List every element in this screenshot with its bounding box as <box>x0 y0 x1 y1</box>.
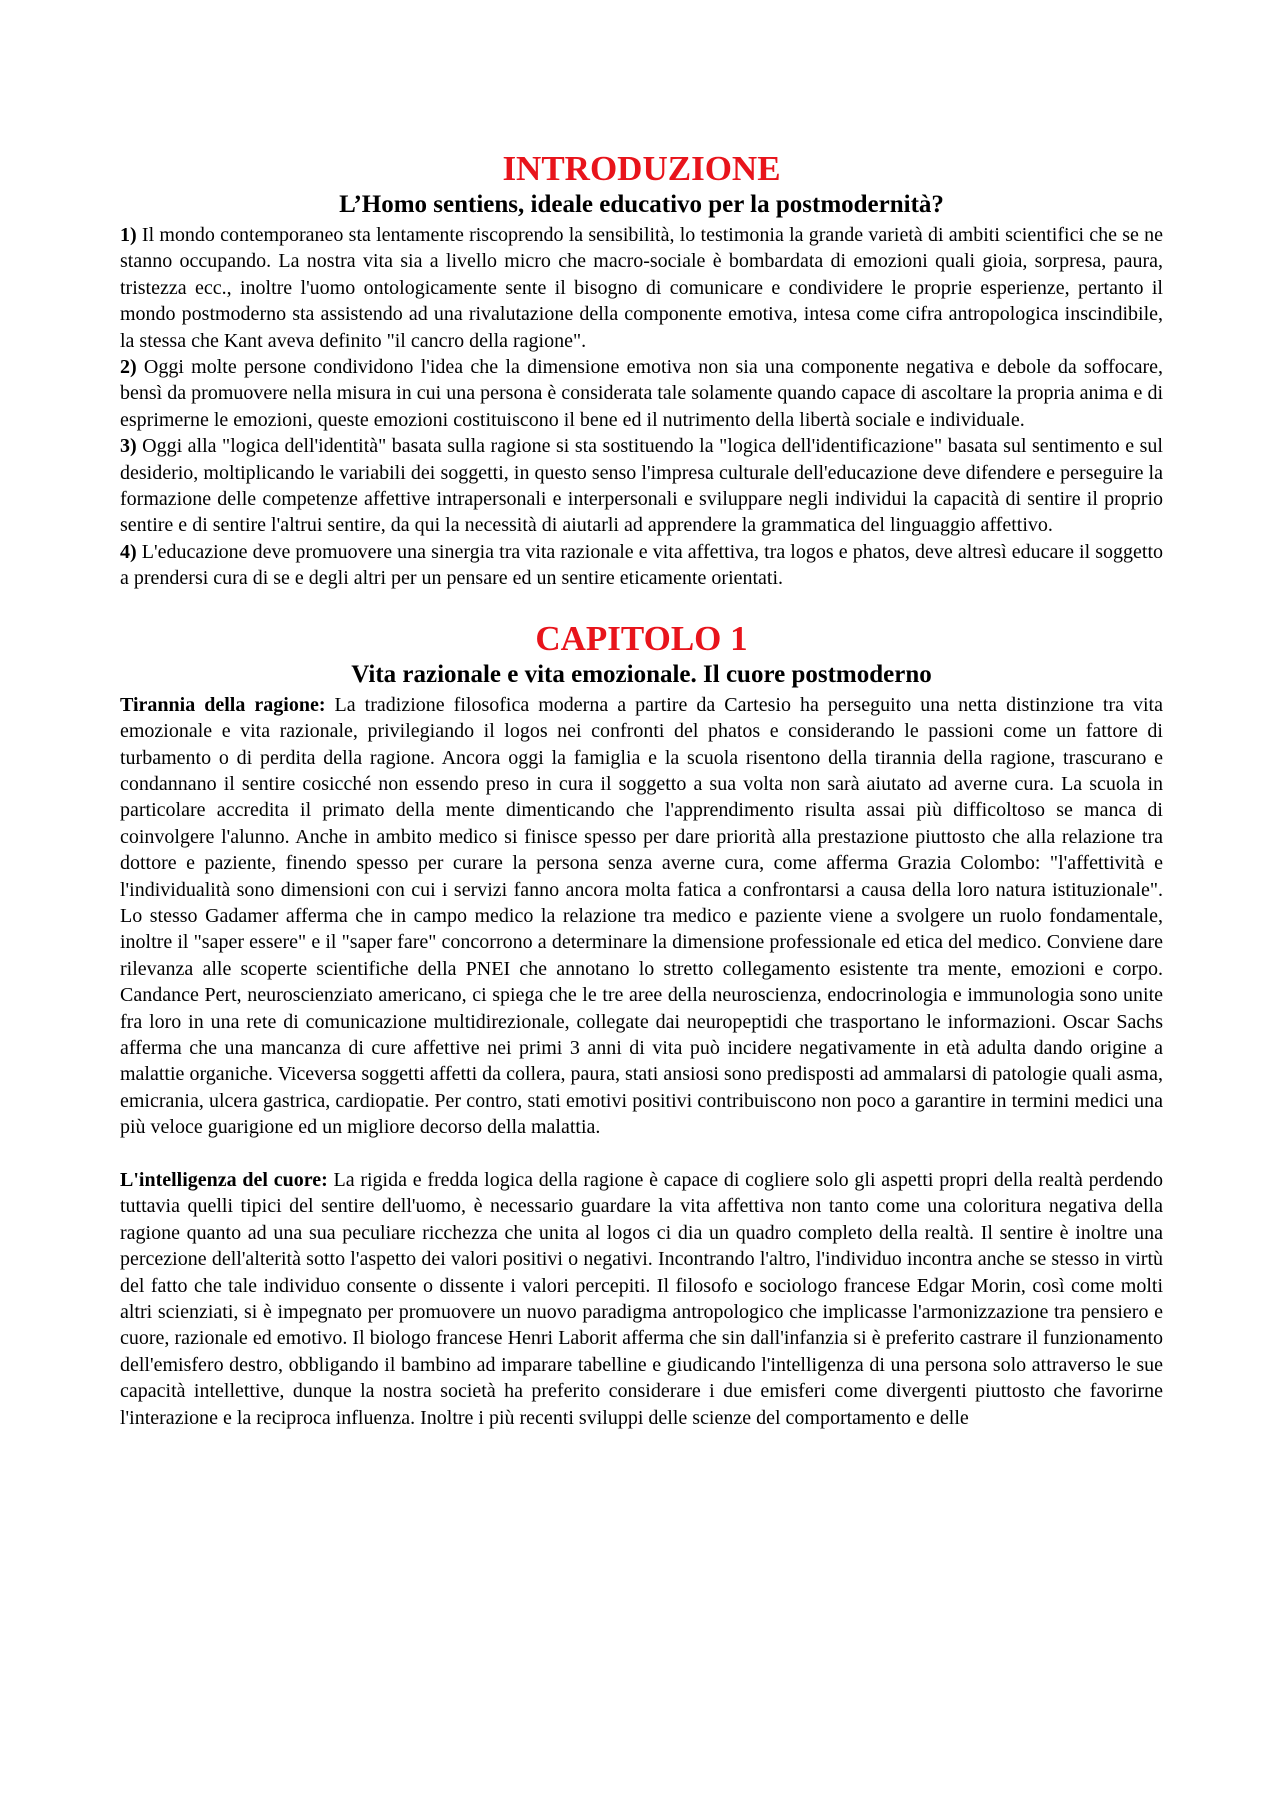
paragraph-number: 3) <box>120 435 137 458</box>
chapter-subheading: Vita razionale e vita emozionale. Il cuore postmoderno <box>351 660 932 688</box>
intro-paragraph-1 <box>120 222 1163 354</box>
chapter-paragraph-1 <box>120 692 1163 1141</box>
intro-heading: INTRODUZIONE <box>502 149 781 188</box>
paragraph-number: 4) <box>120 540 137 563</box>
paragraph-text: La tradizione filosofica moderna a partire da Cartesio ha perseguito una netta distinzione tra vita emozionale e vita razionale, privilegiando il logos nei confronti del phatos e considerando le passioni come un fattore di turbamento o di perdita della ragione. Ancora oggi la famiglia e la scuola risentono della tirannia della ragione, trascurano e condannano il sentire cosicché non essendo preso in cura il soggetto a sua volta non sarà aiutato ad averne cura. La scuola in particolare accredita il primato della mente dimenticando che l'apprendimento risulta assai più difficoltoso se manca di coinvolgere l'alunno. Anche in ambito medico si finisce spesso per dare priorità alla prestazione piuttosto che alla relazione tra dottore e paziente, finendo spesso per curare la persona senza averne cura, come afferma Grazia Colombo: "l'affettività e l'individualità sono dimensioni con cui i servizi fanno ancora molta fatica a confrontarsi a causa della loro natura istituzionale". Lo stesso Gadamer afferma che in campo medico la relazione tra medico e paziente viene a svolgere un ruolo fondamentale, inoltre il "saper essere" e il "saper fare" concorrono a determinare la dimensione professionale ed etica del medico. Conviene dare rilevanza alle scoperte scientifiche della PNEI che annotano lo stretto collegamento esistente tra mente, emozioni e corpo. Candance Pert, neuroscienziato americano, ci spiega che le tre aree della neuroscienza, endocrinologia e immunologia sono unite fra loro in una rete di comunicazione multidirezionale, collegate dai neuropeptidi che trasportano le informazioni. Oscar Sachs afferma che una mancanza di cure affettive nei primi 3 anni di vita può incidere negativamente in età adulta dando origine a malattie organiche. Viceversa soggetti affetti da collera, paura, stati ansiosi sono predisposti ad ammalarsi di patologie quali asma, emicrania, ulcera gastrica, cardiopatie. Per contro, stati emotivi positivi contribuiscono non poco a garantire in termini medici una più veloce guarigione ed un migliore decorso della malattia. <box>120 693 1163 1139</box>
intro-paragraph-2 <box>120 354 1163 433</box>
paragraph-text: L'educazione deve promuovere una sinergia tra vita razionale e vita affettiva, tra logos e phatos, deve altresì educare il soggetto a prendersi cura di se e degli altri per un pensare ed un sentire eticamente orientati. <box>120 540 1163 590</box>
paragraph-text: La rigida e fredda logica della ragione è capace di cogliere solo gli aspetti propri della realtà perdendo tuttavia quelli tipici del sentire dell'uomo, è necessario guardare la vita affettiva non tanto come una coloritura negativa della ragione quanto ad una sua peculiare ricchezza che unita al logos ci dia un quadro completo della realtà. Il sentire è inoltre una percezione dell'alterità sotto l'aspetto dei valori positivi o negativi. Incontrando l'altro, l'individuo incontra anche se stesso in virtù del fatto che tale individuo consente o dissente i valori percepiti. Il filosofo e sociologo francese Edgar Morin, così come molti altri scienziati, si è impegnato per promuovere un nuovo paradigma antropologico che implicasse l'armonizzazione tra pensiero e cuore, razionale ed emotivo. Il biologo francese Henri Laborit afferma che sin dall'infanzia si è preferito castrare il funzionamento dell'emisfero destro, obbligando il bambino ad imparare tabelline e giudicando l'intelligenza di una persona solo attraverso le sue capacità intellettive, dunque la nostra società ha preferito considerare i due emisferi come divergenti piuttosto che favorirne l'interazione e la reciproca influenza. Inoltre i più recenti sviluppi delle scienze del comportamento e delle <box>120 1168 1163 1429</box>
section-spacer <box>120 592 1163 618</box>
paragraph-number: 1) <box>120 224 137 246</box>
paragraph-spacer <box>120 1141 1163 1167</box>
paragraph-text: Oggi molte persone condividono l'idea che la dimensione emotiva non sia una componente negativa e debole da soffocare, bensì da promuovere nella misura in cui una persona è considerata tale solamente quando capace di ascoltare la propria anima e di esprimerne le emozioni, queste emozioni costituiscono il bene ed il nutrimento della libertà sociale e individuale. <box>120 356 1163 431</box>
chapter-paragraph-2 <box>120 1167 1163 1431</box>
paragraph-text: Il mondo contemporaneo sta lentamente riscoprendo la sensibilità, lo testimonia la grande varietà di ambiti scientifici che se ne stanno occupando. La nostra vita sia a livello micro che macro-sociale è bombardata di emozioni quali gioia, sorpresa, paura, tristezza ecc., inoltre l'uomo ontologicamente sente il bisogno di comunicare e condividere le proprie esperienze, pertanto il mondo postmoderno sta assistendo ad una rivalutazione della componente emotiva, intesa come cifra antropologica inscindibile, la stessa che Kant aveva definito "il cancro della ragione". <box>120 224 1163 352</box>
paragraph-text: Oggi alla "logica dell'identità" basata sulla ragione si sta sostituendo la "logica dell'identificazione" basata sul sentimento e sul desiderio, moltiplicando le variabili dei soggetti, in questo senso l'impresa culturale dell'educazione deve difendere e perseguire la formazione delle competenze affettive intrapersonali e interpersonali e sviluppare negli individui la capacità di sentire il proprio sentire e di sentire l'altrui sentire, da qui la necessità di aiutarli ad apprendere la grammatica del linguaggio affettivo. <box>120 435 1163 537</box>
intro-paragraph-4 <box>120 539 1163 592</box>
paragraph-number: 2) <box>120 356 137 379</box>
intro-paragraph-3 <box>120 433 1163 539</box>
chapter-heading: CAPITOLO 1 <box>535 618 748 658</box>
paragraph-lead: L'intelligenza del cuore: <box>120 1168 328 1191</box>
paragraph-lead: Tirannia della ragione: <box>120 693 326 716</box>
intro-subheading: L’Homo sentiens, ideale educativo per la postmodernità? <box>339 191 944 218</box>
